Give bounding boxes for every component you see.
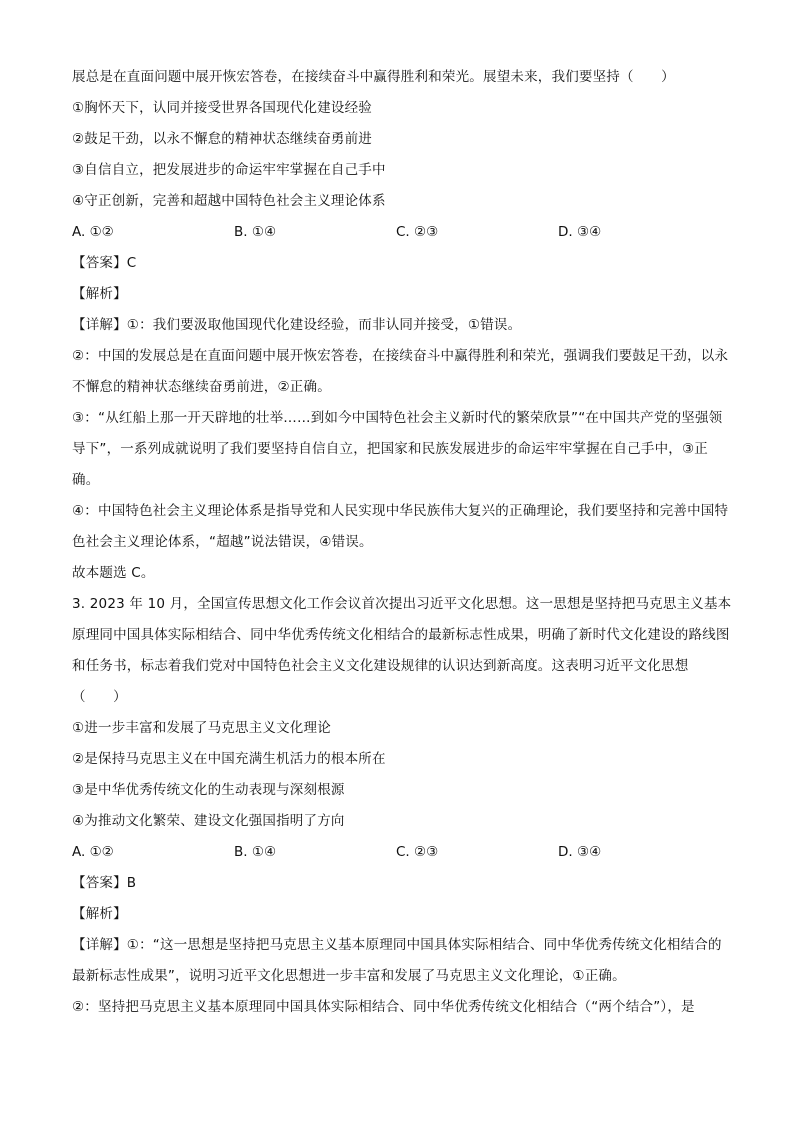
q2-item-4: ④守正创新，完善和超越中国特色社会主义理论体系 (72, 193, 386, 209)
q3-options (72, 837, 732, 868)
q3-option-a: A. ①② (72, 844, 114, 860)
q2-detail-2: ②：中国的发展总是在直面问题中展开恢宏答卷，在接续奋斗中赢得胜利和荣光，强调我们要鼓足干劲，以永不懈怠的精神状态继续奋勇前进，②正确。 (72, 348, 729, 395)
q3-analysis-label: 【解析】 (72, 906, 127, 922)
q2-item-1: ①胸怀天下，认同并接受世界各国现代化建设经验 (72, 100, 373, 116)
q3-option-c: C. ②③ (396, 844, 439, 860)
q3-item-4: ④为推动文化繁荣、建设文化强国指明了方向 (72, 813, 345, 829)
q3-answer: 【答案】B (72, 875, 137, 891)
q2-item-3: ③自信自立，把发展进步的命运牢牢掌握在自己手中 (72, 162, 386, 178)
q2-stem-tail: 展总是在直面问题中展开恢宏答卷，在接续奋斗中赢得胜利和荣光。展望未来，我们要坚持（ ） (72, 69, 675, 85)
q3-option-d: D. ③④ (558, 844, 602, 860)
q2-detail-3: ③：“从红船上那一开天辟地的壮举……到如今中国特色社会主义新时代的繁荣欣景”“在中国共产党的坚强领导下”，一系列成就说明了我们要坚持自信自立，把国家和民族发展进步的命运牢牢掌握在自己手中，③正确。 (72, 410, 723, 488)
q2-detail-1: 【详解】①：我们要汲取他国现代化建设经验，而非认同并接受，①错误。 (72, 317, 522, 333)
q3-option-b: B. ①④ (234, 844, 277, 860)
q2-option-c: C. ②③ (396, 224, 439, 240)
q2-item-2: ②鼓足干劲，以永不懈怠的精神状态继续奋勇前进 (72, 131, 373, 147)
q3-stem: 3. 2023 年 10 月，全国宣传思想文化工作会议首次提出习近平文化思想。这一思想是坚持把马克思主义基本原理同中国具体实际相结合、同中华优秀传统文化相结合的最新标志性成果，明确了新时代文化建设的路线图和任务书，标志着我们党对中国特色社会主义文化建设规律的认识达到新高度。这表明习近平文化思想（ ） (72, 596, 732, 705)
q3-item-3: ③是中华优秀传统文化的生动表现与深刻根源 (72, 782, 345, 798)
q3-item-2: ②是保持马克思主义在中国充满生机活力的根本所在 (72, 751, 386, 767)
q3-detail-2: ②：坚持把马克思主义基本原理同中国具体实际相结合、同中华优秀传统文化相结合（“两个结合”），是 (72, 999, 695, 1015)
q2-answer: 【答案】C (72, 255, 137, 271)
document-page (72, 62, 732, 1023)
q2-options (72, 217, 732, 248)
q2-conclusion: 故本题选 C。 (72, 565, 155, 581)
q2-option-b: B. ①④ (234, 224, 277, 240)
q3-detail-1: 【详解】①：“这一思想是坚持把马克思主义基本原理同中国具体实际相结合、同中华优秀传统文化相结合的最新标志性成果”，说明习近平文化思想进一步丰富和发展了马克思主义文化理论，①正确。 (72, 937, 722, 984)
q2-detail-4: ④：中国特色社会主义理论体系是指导党和人民实现中华民族伟大复兴的正确理论，我们要坚持和完善中国特色社会主义理论体系，“超越”说法错误，④错误。 (72, 503, 729, 550)
q2-analysis-label: 【解析】 (72, 286, 127, 302)
q2-option-a: A. ①② (72, 224, 114, 240)
q3-item-1: ①进一步丰富和发展了马克思主义文化理论 (72, 720, 331, 736)
q2-option-d: D. ③④ (558, 224, 602, 240)
